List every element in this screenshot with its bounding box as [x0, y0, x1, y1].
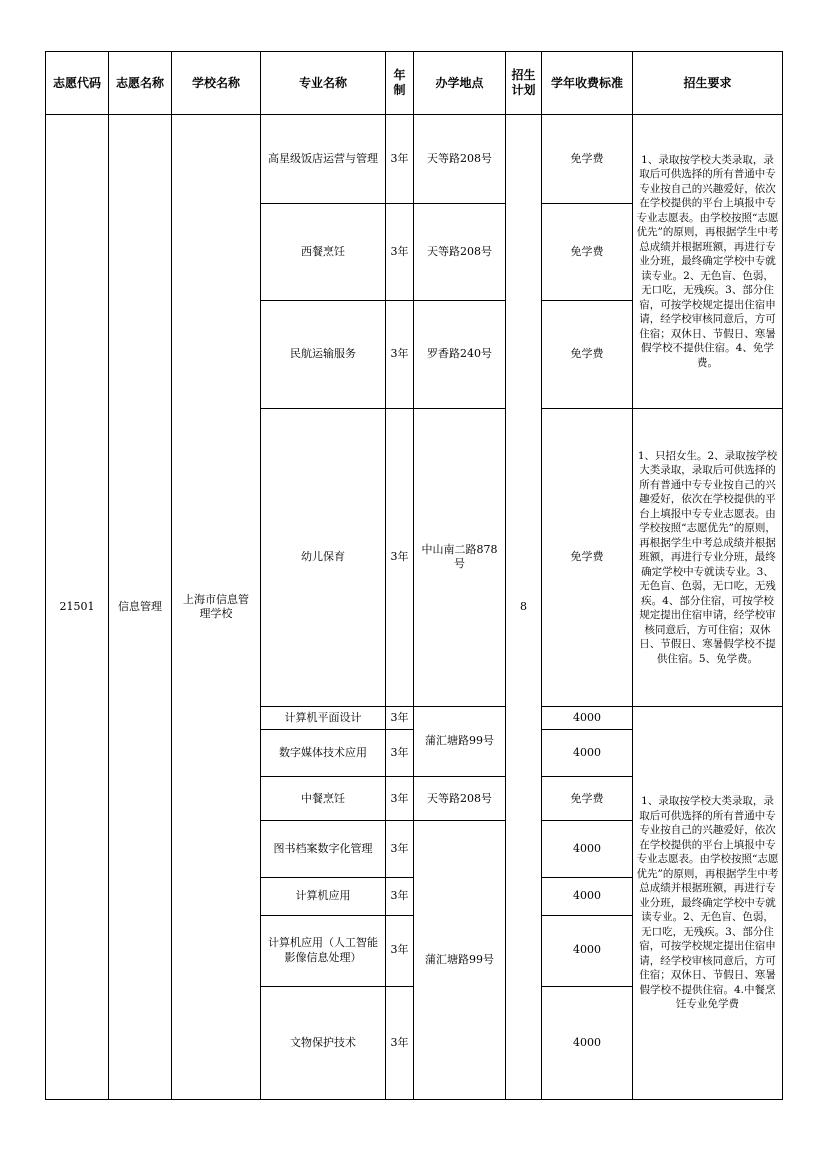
- program-years: 3年: [386, 878, 414, 915]
- tuition-fee: 4000: [542, 986, 633, 1099]
- program-years: 3年: [386, 915, 414, 986]
- program-years: 3年: [386, 408, 414, 707]
- program-years: 3年: [386, 821, 414, 878]
- tuition-fee: 4000: [542, 821, 633, 878]
- program-years: 3年: [386, 707, 414, 730]
- tuition-fee: 4000: [542, 915, 633, 986]
- tuition-fee: 4000: [542, 878, 633, 915]
- tuition-fee: 4000: [542, 730, 633, 777]
- campus-location: 天等路208号: [414, 115, 506, 204]
- header-years: 年制: [386, 52, 414, 115]
- major-name: 数字媒体技术应用: [261, 730, 386, 777]
- major-name: 计算机应用（人工智能影像信息处理）: [261, 915, 386, 986]
- campus-location: 蒲汇塘路99号: [414, 821, 506, 1100]
- header-location: 办学地点: [414, 52, 506, 115]
- campus-location: 天等路208号: [414, 777, 506, 821]
- header-row: [46, 52, 783, 115]
- header-plan: 招生计划: [506, 52, 542, 115]
- campus-location: 罗香路240号: [414, 301, 506, 408]
- major-name: 计算机应用: [261, 878, 386, 915]
- major-name: 西餐烹饪: [261, 204, 386, 301]
- major-name: 文物保护技术: [261, 986, 386, 1099]
- tuition-fee: 免学费: [542, 777, 633, 821]
- tuition-fee: 免学费: [542, 301, 633, 408]
- header-major: 专业名称: [261, 52, 386, 115]
- table-row: [46, 115, 783, 204]
- program-years: 3年: [386, 301, 414, 408]
- volunteer-code: 21501: [46, 115, 109, 1100]
- major-name: 计算机平面设计: [261, 707, 386, 730]
- program-years: 3年: [386, 204, 414, 301]
- enrollment-plan: 8: [506, 115, 542, 1100]
- program-years: 3年: [386, 986, 414, 1099]
- program-years: 3年: [386, 777, 414, 821]
- enrollment-table: [45, 51, 783, 1100]
- major-name: 高星级饭店运营与管理: [261, 115, 386, 204]
- campus-location: 天等路208号: [414, 204, 506, 301]
- major-name: 民航运输服务: [261, 301, 386, 408]
- admission-requirements: 1、录取按学校大类录取，录取后可供选择的所有普通中专专业按自己的兴趣爱好，依次在学校提供的平台上填报中专专业志愿表。由学校按照“志愿优先”的原则，再根据学生中考总成绩并根据班额，再进行专业分班，最终确定学校中专就读专业。2、无色盲、色弱，无口吃，无残疾。3、部分住宿，可按学校规定提出住宿申请，经学校审核同意后，方可住宿；双休日、节假日、寒暑假学校不提供住宿。4.中餐烹饪专业免学费: [633, 707, 783, 1100]
- program-years: 3年: [386, 730, 414, 777]
- header-fee: 学年收费标准: [542, 52, 633, 115]
- header-code: 志愿代码: [46, 52, 109, 115]
- tuition-fee: 免学费: [542, 204, 633, 301]
- tuition-fee: 免学费: [542, 115, 633, 204]
- volunteer-category: 信息管理: [109, 115, 172, 1100]
- header-school: 学校名称: [172, 52, 261, 115]
- tuition-fee: 免学费: [542, 408, 633, 707]
- major-name: 图书档案数字化管理: [261, 821, 386, 878]
- campus-location: 中山南二路878号: [414, 408, 506, 707]
- admission-requirements: 1、录取按学校大类录取，录取后可供选择的所有普通中专专业按自己的兴趣爱好，依次在学校提供的平台上填报中专专业志愿表。由学校按照“志愿优先”的原则，再根据学生中考总成绩并根据班额，再进行专业分班，最终确定学校中专就读专业。2、无色盲、色弱，无口吃，无残疾。3、部分住宿，可按学校规定提出住宿申请，经学校审核同意后，方可住宿；双休日、节假日、寒暑假学校不提供住宿。4、免学费。: [633, 115, 783, 409]
- tuition-fee: 4000: [542, 707, 633, 730]
- school-name: 上海市信息管理学校: [172, 115, 261, 1100]
- campus-location: 蒲汇塘路99号: [414, 707, 506, 777]
- program-years: 3年: [386, 115, 414, 204]
- major-name: 中餐烹饪: [261, 777, 386, 821]
- header-category: 志愿名称: [109, 52, 172, 115]
- major-name: 幼儿保育: [261, 408, 386, 707]
- header-requirements: 招生要求: [633, 52, 783, 115]
- admission-requirements: 1、只招女生。2、录取按学校大类录取，录取后可供选择的所有普通中专专业按自己的兴趣爱好，依次在学校提供的平台上填报中专专业志愿表。由学校按照“志愿优先”的原则，再根据学生中考总成绩并根据班额，再进行专业分班，最终确定学校中专就读专业。3、无色盲、色弱，无口吃，无残疾。4、部分住宿，可按学校规定提出住宿申请，经学校审核同意后，方可住宿；双休日、节假日、寒暑假学校不提供住宿。5、免学费。: [633, 408, 783, 707]
